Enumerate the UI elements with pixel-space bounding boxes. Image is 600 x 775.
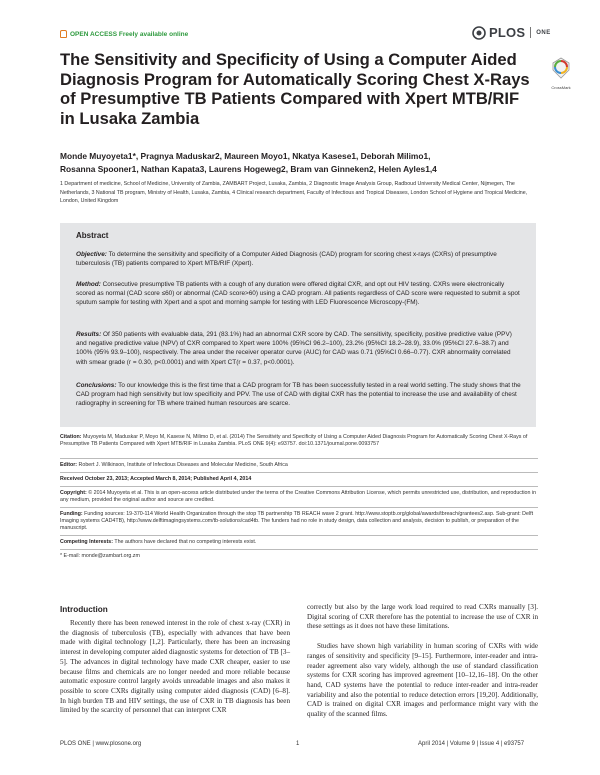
editor-label: Editor: [60,462,78,468]
crossmark-badge[interactable] [549,57,573,90]
editor-text: Robert J. Wilkinson, Institute of Infectious Diseases and Molecular Medicine, South Africa [77,462,288,468]
authors-line-2: Rosanna Spooner1, Nathan Kapata3, Laurens Hogeweg2, Bram van Ginneken2, Helen Ayles1,4 [60,164,437,174]
copyright-label: Copyright: [60,490,87,496]
article-title: The Sensitivity and Specificity of Using a Computer Aided Diagnosis Program for Automatically Scoring Chest X-Rays of Presumptive TB Patients Compared with Xpert MTB/RIF in Lusaka Zambia [60,50,530,128]
conclusions-label: Conclusions: [76,382,117,389]
meta-divider [60,535,538,536]
meta-divider [60,549,538,550]
authors-line-1: Monde Muyoyeta1*, Pragnya Maduskar2, Maureen Moyo1, Nkatya Kasese1, Deborah Milimo1, [60,151,431,161]
crossmark-label: CrossMark [551,85,571,90]
abstract-results [76,330,522,367]
abstract-objective [76,250,522,268]
intro-paragraph: Recently there has been renewed interest in the role of chest x-ray (CXR) in the diagnosis of tuberculosis (TB), especially with advances that have been made with digital technology [1,2]. Particularly, there has been an increasing interest in developing computer aided diagnostic systems for detection of TB [3–5]. The advances in digital technology have made CXR cheaper, easier to use because films and chemicals are no longer needed and more reliable because automatic exposure control largely avoids unreadable images and also makes it possible to score CXRs digitally using computer aided diagnosis (CAD) [6–8]. In high burden TB and HIV settings, the use of CXR in TB diagnosis has been limited by the scarcity of personnel that can interpret CXR [60,619,290,715]
competing-interests [60,539,540,546]
footer-journal-site[interactable]: PLOS ONE | www.plosone.org [60,741,142,747]
results-text: Of 350 patients with evaluable data, 291 (83.1%) had an abnormal CXR score by CAD. The sensitivity, specificity, positive predictive value (PPV) and negative predictive value (NPV) of CXR compared to Xpert were 100% (95%CI 96.2–100), 23.2% (95%CI 18.2–28.9), 33.0% (95%CI 27.6–38.7) and 100% (95% 93.9–100), respectively. The area under the receiver operator curve (AUC) for CAD was 0.71 (95%CI 0.66–0.77). CXR abnormality correlated with smear grade (r = 0.30, p<0.0001) and with Xpert CT(r = 0.37, p<0.0001). [76,331,512,366]
objective-label: Objective: [76,251,107,258]
method-text: Consecutive presumptive TB patients with a cough of any duration were offered digital CXR, and opt out HIV testing. CXRs were electronically scored as normal (CAD score ≤60) or abnormal (CAD score>60) using a CAD program. All patients regardless of CAD score were requested to submit a spot sputum sample for testing with Xpert and a spot and morning sample for testing with LED Fluorescence Microscopy-(FM). [76,281,520,307]
funding-label: Funding: [60,511,83,517]
plos-one-logo[interactable] [472,25,551,40]
crossmark-icon [551,57,571,79]
open-access-label: OPEN ACCESS Freely available online [70,30,189,38]
intro-paragraph: correctly but also by the large work load required to read CXRs manually [3]. Digital scoring of CXR therefore has the potential to increase the use of CXR in these settings as it does not have these limitations. [307,603,538,631]
footer-page-number: 1 [296,741,300,747]
abstract-method [76,280,522,308]
abstract-conclusions [76,381,522,409]
interests-text: The authors have declared that no competing interests exist. [112,539,257,545]
interests-label: Competing Interests: [60,539,113,545]
dates-text: Received October 23, 2013; Accepted March 8, 2014; Published April 4, 2014 [60,476,252,482]
footer-issue-info: April 2014 | Volume 9 | Issue 4 | e93757 [418,741,525,747]
plos-brand: PLOS [489,25,526,40]
meta-divider [60,472,538,473]
intro-column-1 [60,619,290,726]
meta-divider [60,486,538,487]
results-label: Results: [76,331,102,338]
funding-text: Funding sources: 19-370-114 World Health Organization through the stop TB partnership TB REACH wave 2 grant. http://www.stoptb.org/global/awards/tbreach/grantees2.asp. Sub-grant: Delft Imaging systems CAD4TB), http://www.delftimagingsystems.com/tb-solutions/cad4tb. The funders had no role in study design, data collection and analysis, decision to publish, or preparation of the manuscript. [60,511,534,532]
open-access-badge [60,30,188,38]
method-label: Method: [76,281,101,288]
meta-divider [60,458,538,459]
publication-dates [60,476,540,483]
copyright-text: © 2014 Muyoyeta et al. This is an open-access article distributed under the terms of the Creative Commons Attribution License, which permits unrestricted use, distribution, and reproduction in any medium, provided the original author and source are credited. [60,490,537,504]
citation-label: Citation: [60,434,82,440]
logo-divider [530,27,531,38]
open-access-lock-icon [60,30,67,38]
plos-logo-icon [472,26,486,40]
intro-paragraph: Studies have shown high variability in human scoring of CXRs with wide ranges of sensitivity and specificity [9–15]. Furthermore, inter-reader and intra-reader agreement also vary widely, although the use of standard classification systems for CXR scoring has improved agreement [10–12,16–18]. On the other hand, CAD systems have the potential to reduce inter-reader and intra-reader variability and also the potential to reduce detection errors [19,20]. Additionally, CAD is trained on digital CXR images and performance might vary with the quality of the scanned films. [307,642,538,719]
conclusions-text: To our knowledge this is the first time that a CAD program for TB has been successfully tested in a real world setting. The study shows that the CAD program had high sensitivity but low specificity and PPV. The use of CAD with digital CXR has the potential to increase the use and availability of chest radiography in screening for TB where trained human resources are scarce. [76,382,521,408]
corresponding-email[interactable]: * E-mail: monde@zambart.org.zm [60,553,140,559]
meta-divider [60,507,538,508]
editor [60,462,540,469]
abstract-box [60,223,536,427]
copyright [60,490,540,504]
funding [60,511,540,533]
objective-text: To determine the sensitivity and specificity of a Computer Aided Diagnosis (CAD) program for scoring chest x-rays (CXRs) of presumptive tuberculosis (TB) patients compared to Xpert MTB/RIF (Xpert). [76,251,497,268]
plos-brand-suffix: ONE [536,29,551,36]
abstract-heading: Abstract [76,231,109,240]
affiliations: 1 Department of medicine, School of Medicine, University of Zambia, ZAMBART Project, Lusaka, Zambia, 2 Diagnostic Image Analysis Group, Radboud University Medical Center, Nijmegen, The Netherlands, 3 National TB program, Ministry of Health, Lusaka, Zambia, 4 Clinical research department, Faculty of Infectious and Tropical Diseases, London School of Hygiene and Tropical Medicine, London, United Kingdom [60,181,528,205]
intro-column-2 [307,603,538,730]
author-list [60,150,530,176]
citation-text: Muyoyeta M, Maduskar P, Moyo M, Kasese N, Milimo D, et al. (2014) The Sensitivity and Specificity of Using a Computer Aided Diagnosis Program for Automatically Scoring Chest X-Rays of Presumptive TB Patients Compared with Xpert MTB/RIF in Lusaka Zambia. PLoS ONE 9(4): e93757. doi:10.1371/journal.pone.0093757 [60,434,528,448]
citation [60,434,540,448]
introduction-heading: Introduction [60,605,108,614]
